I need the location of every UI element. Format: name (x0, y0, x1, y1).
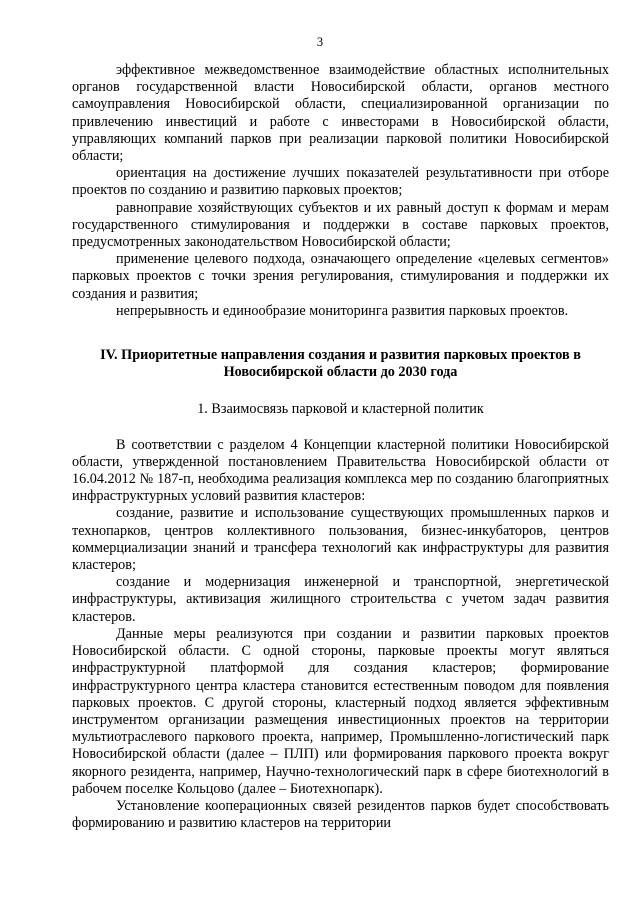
paragraph: Установление кооперационных связей резидентов парков будет способствовать формированию и развитию кластеров на территории (72, 797, 609, 832)
paragraph: применение целевого подхода, означающего определение «целевых сегментов» парковых проектов с точки зрения регулирования, стимулирования и поддержки их создания и развития; (72, 251, 609, 302)
paragraph: Данные меры реализуются при создании и развитии парковых проектов Новосибирской области. С одной стороны, парковые проекты могут являться инфраструктурной платформой для создания кластеров; формирование инфраструктурного центра кластера становится естественным поводом для появления парковых проектов. С другой стороны, кластерный подход является эффективным инструментом организации размещения инвестиционных проектов на территории мультиотраслевого паркового проекта, например, Промышленно-логистический парк Новосибирской области (далее – ПЛП) или формирования паркового проекта вокруг якорного резидента, например, Научно-технологический парк в сфере биотехнологий в рабочем поселке Кольцово (далее – Биотехнопарк). (72, 625, 609, 797)
subsection-heading: 1. Взаимосвязь парковой и кластерной политик (197, 401, 484, 418)
paragraph: В соответствии с разделом 4 Концепции кластерной политики Новосибирской области, утвержденной постановлением Правительства Новосибирской области от 16.04.2012 № 187-п, необходима реализация комплекса мер по созданию благоприятных инфраструктурных условий развития кластеров: (72, 436, 609, 505)
paragraph: эффективное межведомственное взаимодействие областных исполнительных органов государственной власти Новосибирской области, органов местного самоуправления Новосибирской области, специализированной организации по привлечению инвестиций и работе с инвесторами в Новосибирской области, управляющих компаний парков при реализации парковой политики Новосибирской области; (72, 62, 609, 165)
paragraph: ориентация на достижение лучших показателей результативности при отборе проектов по созданию и развитию парковых проектов; (72, 165, 609, 199)
paragraph: создание, развитие и использование существующих промышленных парков и технопарков, центров коллективного пользования, бизнес-инкубаторов, центров коммерциализации знаний и трансфера технологий как инфраструктуры для развития кластеров; (72, 505, 609, 574)
document-body (72, 62, 609, 832)
page-number: 3 (316, 35, 324, 49)
section-heading: IV. Приоритетные направления создания и развития парковых проектов в Новосибирской области до 2030 года (100, 347, 581, 381)
paragraph: равноправие хозяйствующих субъектов и их равный доступ к формам и мерам государственного стимулирования и поддержки в составе парковых проектов, предусмотренных законодательством Новосибирской области; (72, 199, 609, 251)
paragraph: непрерывность и единообразие мониторинга развития парковых проектов. (116, 302, 569, 319)
paragraph: создание и модернизация инженерной и транспортной, энергетической инфраструктуры, активизация жилищного строительства с учетом задач развития кластеров. (72, 574, 609, 625)
